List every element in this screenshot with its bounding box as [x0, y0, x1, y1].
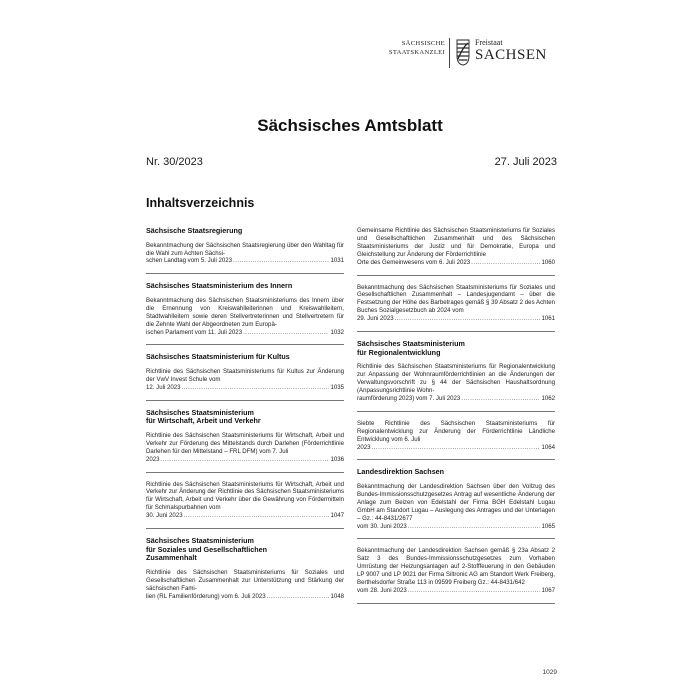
leader-dots — [471, 259, 540, 267]
entry-page-number: 1032 — [330, 328, 344, 336]
section-title — [357, 340, 555, 357]
leader-dots — [408, 587, 541, 595]
leader-dots — [408, 523, 541, 531]
entry-date: ischen Parlament vom 11. Juli 2023 — [146, 328, 243, 336]
entry-page-number: 1062 — [541, 394, 555, 402]
toc-section-kultus — [146, 353, 344, 391]
entry-date: lien (RL Familienförderung) vom 6. Juli 2023 — [146, 592, 266, 600]
toc-section-wirtschaft — [146, 409, 344, 520]
entry-date: 29. Juni 2023 — [357, 315, 394, 323]
issue-date: 27. Juli 2023 — [494, 156, 557, 168]
logo-line-sachsen: SACHSEN — [475, 47, 547, 63]
entry-divider — [146, 472, 344, 473]
section-divider — [146, 400, 344, 401]
entry-page-number: 1065 — [541, 522, 555, 530]
logo-line-staatskanzlei: STAATSKANZLEI — [388, 48, 445, 56]
page-number: 1029 — [542, 669, 557, 676]
issue-number: Nr. 30/2023 — [146, 156, 203, 168]
section-title: Sächsisches Staatsministerium des Innern — [146, 281, 293, 291]
entry-last-line — [146, 384, 344, 392]
freistaat-sachsen-wordmark — [475, 38, 547, 63]
entry-last-line — [146, 456, 344, 464]
leader-dots — [182, 384, 330, 392]
section-divider — [146, 273, 344, 274]
entry-text: Bekanntmachung der Landesdirektion Sachsen gemäß § 23a Absatz 2 Satz 3 des Bundes-Immissionsschutzgesetzes zum Vorhaben Umrüstung der Heizungsanlagen auf 2-Stofffeuerung in den Gebäuden LP 9007 und LP 9021 der Firma Siltronic AG am Standort Werk Freiberg, Berthelsdorfer Straße 113 in 09599 Freiberg Gz.: 44-8431/642 — [357, 547, 555, 587]
toc-entry[interactable] — [357, 547, 555, 594]
leader-dots — [267, 593, 330, 601]
entry-date: schen Landtag vom 5. Juli 2023 — [146, 257, 233, 265]
logo-line-freistaat: Freistaat — [475, 38, 503, 47]
toc-entry[interactable] — [146, 569, 344, 601]
entry-last-line — [146, 512, 344, 520]
toc-section-regionalentwicklung — [357, 340, 555, 451]
entry-page-number: 1060 — [541, 258, 555, 266]
entry-text: Richtlinie des Sächsischen Staatsministeriums für Soziales und Gesellschaftlichen Zusammenhalt zur Unterstützung und Stärkung der sächsischen Fami- — [146, 568, 344, 592]
toc-entry[interactable] — [357, 227, 555, 267]
entry-date: vom 30. Juni 2023 — [357, 522, 407, 530]
entry-text: Bekanntmachung des Sächsischen Staatsministeriums für Soziales und Gesellschaftlichen Zusammenhalt – Landesjugendamt – über die Festsetzung der Höhe des Barbetrages gemäß § 39 Absatz 2 des Achten Buches Sozialgesetzbuch ab 2024 vom — [357, 283, 555, 315]
entry-last-line — [357, 259, 555, 267]
toc-entry[interactable] — [357, 284, 555, 324]
entry-page-number: 1036 — [330, 455, 344, 463]
section-title: Sächsische Staatsregierung — [146, 226, 243, 235]
toc-entry[interactable] — [357, 420, 555, 452]
section-title-line: für Wirtschaft, Arbeit und Verkehr — [146, 416, 261, 426]
toc-section-landesdirektion — [357, 468, 555, 594]
toc-column-left — [146, 227, 344, 601]
section-divider — [357, 331, 555, 332]
entry-last-line — [357, 315, 555, 323]
toc-entry[interactable] — [146, 297, 344, 337]
section-divider — [357, 603, 555, 604]
entry-page-number: 1035 — [330, 383, 344, 391]
entry-page-number: 1031 — [330, 257, 344, 265]
staatskanzlei-wordmark — [385, 40, 445, 57]
entry-text: Gemeinsame Richtlinie des Sächsischen Staatsministeriums für Soziales und Gesellschaftlichen Zusammenhalt und des Sächsischen Staatsministeriums der Justiz und für Demokratie, Europa und Gleichstellung zur Änderung der Förderrichtlinie — [357, 227, 555, 258]
entry-divider — [357, 411, 555, 412]
entry-text: Siebte Richtlinie des Sächsischen Staatsministeriums für Regionalentwicklung zur Änderung der Förderrichtlinie Ländliche Entwicklung vom 6. Juli — [357, 419, 555, 443]
leader-dots — [161, 456, 330, 464]
entry-text: Richtlinie des Sächsischen Staatsministeriums für Regionalentwicklung zur Anpassung der Wohnraumförderrichtlinien an die Änderungen der Verwaltungsvorschrift zu § 44 der Sächsischen Haushaltsordnung (Anpassungsrichtlinie Wohn- — [357, 363, 555, 394]
entry-last-line — [357, 395, 555, 403]
toc-section-soziales-continued — [357, 227, 555, 323]
section-title-line: Sächsisches Staatsministerium — [357, 339, 465, 349]
entry-page-number: 1047 — [330, 512, 344, 520]
entry-text: Bekanntmachung der Sächsischen Staatsregierung über den Wahltag für die Wahl zum Achten Sächsi- — [146, 241, 344, 257]
logo-separator — [449, 38, 450, 68]
section-title-line: Sächsisches Staatsministerium — [146, 536, 254, 546]
toc-column-right — [357, 227, 555, 612]
leader-dots — [233, 257, 329, 265]
toc-heading: Inhaltsverzeichnis — [146, 196, 255, 210]
section-title-line: für Regionalentwicklung — [357, 347, 441, 357]
entry-last-line — [146, 329, 344, 337]
toc-section-soziales — [146, 537, 344, 600]
entry-text: Richtlinie des Sächsischen Staatsministeriums für Wirtschaft, Arbeit und Verkehr zur Änderung der Richtlinie des Sächsischen Staatsministeriums für Wirtschaft, Arbeit und Verkehr über die Gewährung von Fördermitteln für Schmalspurbahnen vom — [146, 480, 344, 512]
leader-dots — [184, 512, 330, 520]
entry-page-number: 1061 — [541, 315, 555, 323]
entry-last-line — [357, 444, 555, 452]
section-divider — [146, 528, 344, 529]
page-title: Sächsisches Amtsblatt — [257, 116, 443, 135]
saxony-crest-icon — [456, 39, 470, 66]
entry-text: Bekanntmachung des Sächsischen Staatsministeriums des Innern über die Ernennung von Kreiswahlleiterinnen und Kreiswahlleitern, Stadtwahlleitern sowie deren Stellvertreterinnen und Stellvertretern für die Zehnte Wahl der Abgeordneten zum Europä- — [146, 296, 344, 328]
section-title: Sächsisches Staatsministerium für Kultus — [146, 352, 290, 362]
saxony-logo — [385, 38, 565, 74]
entry-divider — [357, 275, 555, 276]
entry-divider — [357, 538, 555, 539]
toc-entry[interactable] — [146, 368, 344, 392]
leader-dots — [395, 315, 541, 323]
entry-page-number: 1064 — [541, 443, 555, 451]
entry-date: raumförderung 2023) vom 7. Juli 2023 — [357, 394, 461, 402]
entry-date: vom 28. Juni 2023 — [357, 586, 407, 594]
entry-last-line — [146, 593, 344, 601]
section-title — [146, 537, 344, 563]
section-title — [146, 409, 344, 426]
entry-text: Richtlinie des Sächsischen Staatsministeriums für Wirtschaft, Arbeit und Verkehr zur Förderung des Mittelstands durch Darlehen (Förderrichtlinie Darlehen für den Mittelstand – FRL DFM) vom 7. Juli — [146, 431, 344, 455]
section-title-line: für Soziales und Gesellschaftlichen — [146, 544, 268, 554]
toc-entry[interactable] — [146, 432, 344, 464]
leader-dots — [372, 444, 541, 452]
entry-date: 2023 — [146, 455, 160, 463]
entry-last-line — [146, 257, 344, 265]
section-divider — [357, 459, 555, 460]
toc-entry[interactable] — [146, 242, 344, 266]
leader-dots — [243, 329, 329, 337]
entry-text: Bekanntmachung der Landesdirektion Sachsen über den Vollzug des Bundes-Immissionsschutzgesetzes Antrag auf wesentliche Änderung der Anlage zum Beizen von Edelstahl der Firma BGH Edelstahl Lugau GmbH am Standort Lugau – Auslegung des Antrages und der Unterlagen – Gz.: 44-8431/2677 — [357, 483, 555, 522]
entry-date: 30. Juni 2023 — [146, 512, 183, 520]
entry-date: 12. Juli 2023 — [146, 383, 181, 391]
toc-section-staatsregierung — [146, 227, 344, 265]
entry-page-number: 1067 — [541, 586, 555, 594]
section-divider — [146, 344, 344, 345]
entry-date: 2023 — [357, 443, 371, 451]
toc-section-innern — [146, 282, 344, 336]
logo-line-saechsische: SÄCHSISCHE — [401, 40, 445, 47]
leader-dots — [461, 395, 540, 403]
section-title-line: Zusammenhalt — [146, 553, 197, 563]
entry-date: Orte des Gemeinwesens vom 6. Juli 2023 — [357, 258, 471, 266]
entry-text: Richtlinie des Sächsischen Staatsministeriums für Kultus zur Änderung der VwV Invest Schule vom — [146, 368, 344, 383]
entry-page-number: 1048 — [330, 592, 344, 600]
section-title: Landesdirektion Sachsen — [357, 467, 445, 477]
toc-entry[interactable] — [357, 363, 555, 403]
section-title-line: Sächsisches Staatsministerium — [146, 407, 254, 417]
toc-entry[interactable] — [146, 481, 344, 521]
entry-last-line — [357, 523, 555, 531]
entry-last-line — [357, 587, 555, 595]
toc-entry[interactable] — [357, 483, 555, 530]
